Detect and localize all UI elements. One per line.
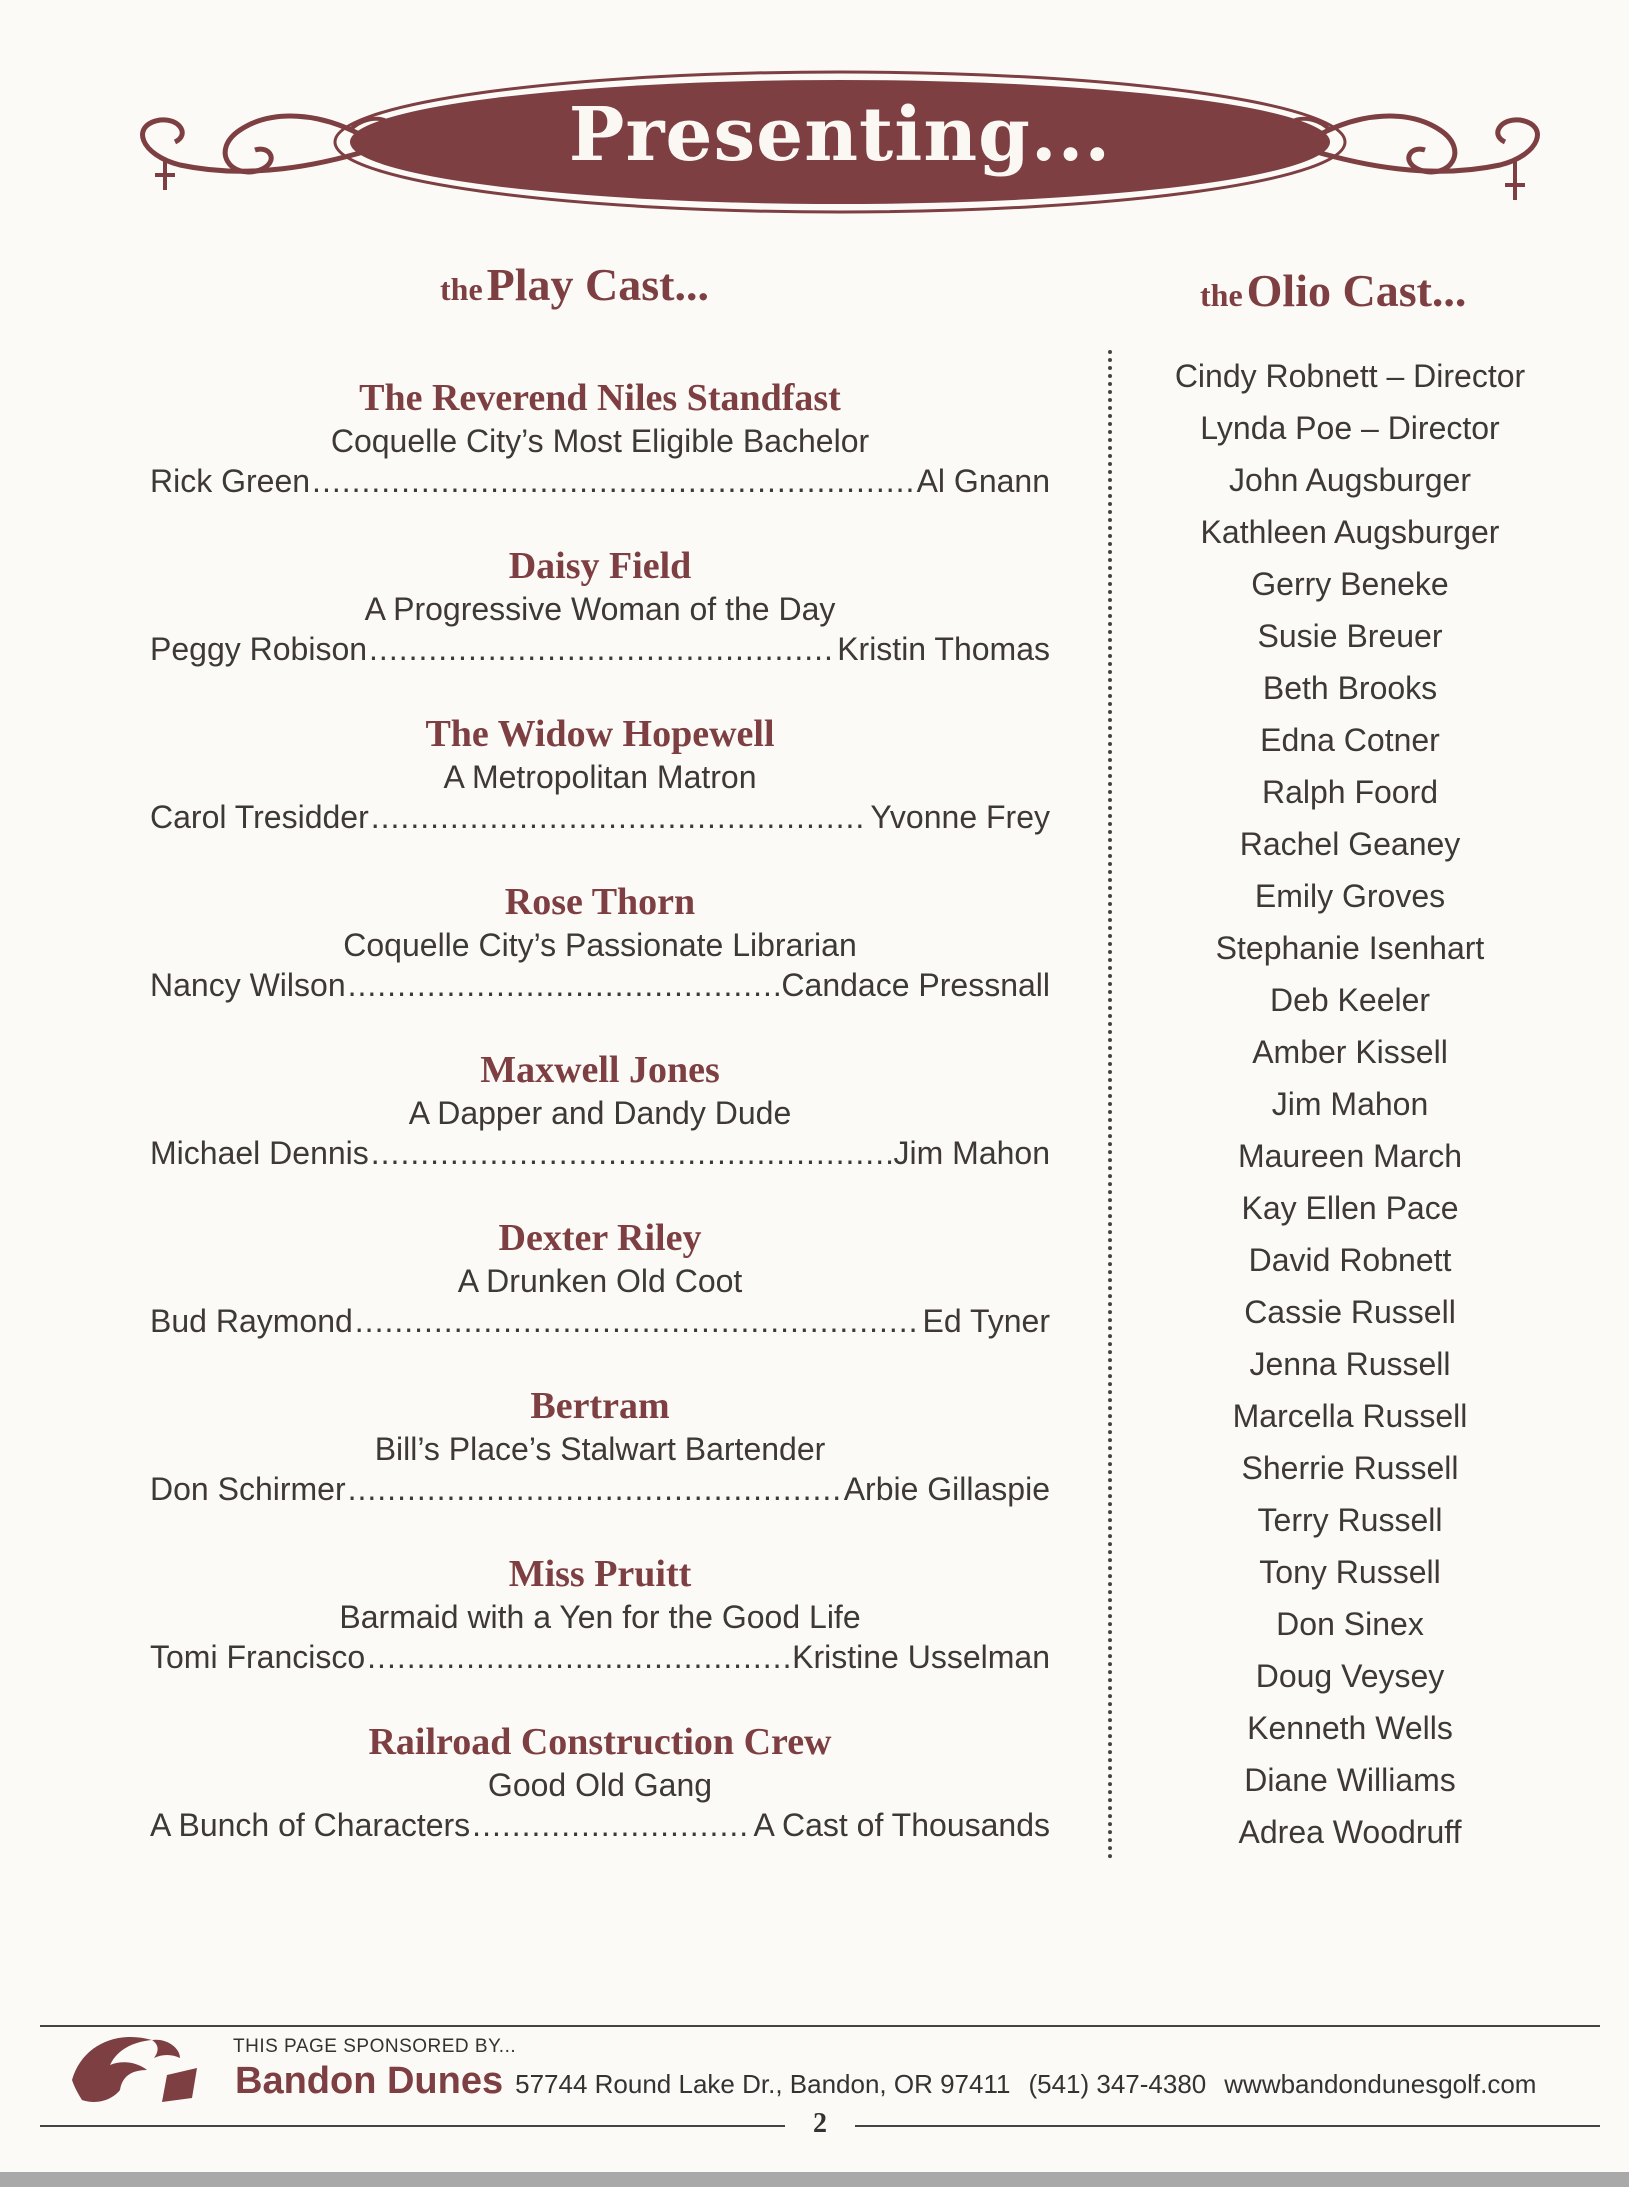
- role-entry: [140, 711, 1060, 879]
- role-credit-line: [140, 1469, 1060, 1509]
- role-entry: [140, 543, 1060, 711]
- sponsored-label: THIS PAGE SPONSORED BY...: [233, 2036, 517, 2057]
- performer-name: Kristin Thomas: [837, 631, 1050, 667]
- role-entry: [140, 375, 1060, 543]
- leader-dots: [367, 1637, 790, 1677]
- leader-dots: [312, 461, 915, 501]
- leader-dots: [348, 1469, 842, 1509]
- role-credit-line: [140, 461, 1060, 501]
- role-credit-line: [140, 965, 1060, 1005]
- role-entry: [140, 1551, 1060, 1719]
- role-description: Coquelle City’s Most Eligible Bachelor: [330, 423, 870, 459]
- role-name: The Reverend Niles Standfast: [359, 377, 841, 419]
- role-description: Bill’s Place’s Stalwart Bartender: [374, 1431, 826, 1467]
- leader-dots: [369, 629, 835, 669]
- olio-member: David Robnett: [1248, 1242, 1452, 1278]
- olio-member: Edna Cotner: [1260, 722, 1440, 758]
- play-cast-heading-small: the: [440, 271, 483, 307]
- role-description: A Metropolitan Matron: [443, 759, 757, 795]
- play-cast-heading-big: Play Cast...: [486, 259, 709, 310]
- character-actor: Bud Raymond: [150, 1303, 353, 1339]
- performer-name: A Cast of Thousands: [753, 1807, 1050, 1843]
- role-credit-line: [140, 1637, 1060, 1677]
- play-cast-list: [140, 375, 1060, 1887]
- performer-name: Jim Mahon: [893, 1135, 1050, 1171]
- sponsor-line: [235, 2060, 1536, 2103]
- role-credit-line: [140, 1133, 1060, 1173]
- olio-member: Terry Russell: [1257, 1502, 1443, 1538]
- role-name: Bertram: [530, 1385, 670, 1427]
- role-entry: [140, 879, 1060, 1047]
- olio-member: Doug Veysey: [1255, 1658, 1445, 1694]
- role-entry: [140, 1215, 1060, 1383]
- leader-dots: [348, 965, 780, 1005]
- role-name: Rose Thorn: [504, 881, 696, 923]
- performer-name: Candace Pressnall: [781, 967, 1050, 1003]
- play-cast-heading: [440, 258, 740, 311]
- role-description: A Drunken Old Coot: [457, 1263, 743, 1299]
- olio-member: Jenna Russell: [1249, 1346, 1451, 1382]
- olio-member: Beth Brooks: [1262, 670, 1438, 706]
- leader-dots: [371, 1133, 892, 1173]
- olio-member: Gerry Beneke: [1251, 566, 1449, 602]
- eagle-logo-icon: [62, 2020, 212, 2115]
- leader-dots: [371, 797, 869, 837]
- role-credit-line: [140, 797, 1060, 837]
- olio-cast-list: [1140, 350, 1560, 1858]
- role-name: Railroad Construction Crew: [368, 1721, 832, 1763]
- olio-cast-heading: [1200, 264, 1530, 317]
- character-actor: Don Schirmer: [150, 1471, 346, 1507]
- olio-member: Emily Groves: [1254, 878, 1446, 914]
- role-description: Good Old Gang: [487, 1767, 713, 1803]
- role-description: A Dapper and Dandy Dude: [408, 1095, 792, 1131]
- column-divider: [1108, 350, 1112, 1860]
- character-actor: Michael Dennis: [150, 1135, 369, 1171]
- character-actor: Peggy Robison: [150, 631, 368, 667]
- olio-member: Deb Keeler: [1269, 982, 1431, 1018]
- olio-member: Sherrie Russell: [1241, 1450, 1459, 1486]
- olio-cast-heading-small: the: [1200, 277, 1243, 313]
- sponsor-name: Bandon Dunes: [235, 2060, 504, 2102]
- role-entry: [140, 1719, 1060, 1887]
- page-number: 2: [813, 2108, 827, 2139]
- olio-member: Ralph Foord: [1261, 774, 1439, 810]
- presenting-banner: [120, 70, 1560, 220]
- olio-member: Susie Breuer: [1257, 618, 1443, 654]
- leader-dots: [355, 1301, 921, 1341]
- character-actor: Tomi Francisco: [150, 1639, 366, 1675]
- role-name: The Widow Hopewell: [425, 713, 775, 755]
- olio-member: Kathleen Augsburger: [1200, 514, 1500, 550]
- footer-bottom-rule-right: [855, 2125, 1600, 2127]
- role-description: Coquelle City’s Passionate Librarian: [343, 927, 857, 963]
- performer-name: Yvonne Frey: [870, 799, 1050, 835]
- sponsor-phone: (541) 347-4380: [1028, 2069, 1207, 2099]
- olio-member: Kenneth Wells: [1247, 1710, 1453, 1746]
- olio-member: Rachel Geaney: [1239, 826, 1461, 862]
- performer-name: Kristine Usselman: [792, 1639, 1050, 1675]
- sponsor-address: 57744 Round Lake Dr., Bandon, OR 97411: [515, 2069, 1011, 2099]
- sponsor-website: wwwbandondunesgolf.com: [1224, 2069, 1537, 2099]
- olio-member: Marcella Russell: [1232, 1398, 1468, 1434]
- olio-member: Maureen March: [1237, 1138, 1463, 1174]
- olio-member: Diane Williams: [1244, 1762, 1456, 1798]
- role-name: Daisy Field: [508, 545, 692, 587]
- olio-member: Kay Ellen Pace: [1241, 1190, 1459, 1226]
- olio-member: Cassie Russell: [1244, 1294, 1456, 1330]
- banner-title: Presenting...: [568, 92, 1112, 178]
- olio-member: Jim Mahon: [1271, 1086, 1429, 1122]
- character-actor: Nancy Wilson: [150, 967, 346, 1003]
- olio-member: Lynda Poe – Director: [1200, 410, 1500, 446]
- role-entry: [140, 1047, 1060, 1215]
- role-description: A Progressive Woman of the Day: [364, 591, 836, 627]
- role-credit-line: [140, 1805, 1060, 1845]
- role-entry: [140, 1383, 1060, 1551]
- olio-member: John Augsburger: [1229, 462, 1471, 498]
- performer-name: Al Gnann: [916, 463, 1050, 499]
- role-credit-line: [140, 1301, 1060, 1341]
- role-name: Dexter Riley: [498, 1217, 702, 1259]
- footer-top-rule: [40, 2025, 1600, 2027]
- performer-name: Arbie Gillaspie: [843, 1471, 1050, 1507]
- role-description: Barmaid with a Yen for the Good Life: [339, 1599, 861, 1635]
- performer-name: Ed Tyner: [922, 1303, 1050, 1339]
- olio-member: Amber Kissell: [1252, 1034, 1448, 1070]
- olio-member: Cindy Robnett – Director: [1174, 358, 1526, 394]
- olio-member: Stephanie Isenhart: [1215, 930, 1485, 966]
- character-actor: Carol Tresidder: [150, 799, 369, 835]
- olio-member: Don Sinex: [1276, 1606, 1424, 1642]
- olio-member: Adrea Woodruff: [1238, 1814, 1462, 1850]
- footer-bottom-rule-left: [40, 2125, 785, 2127]
- character-actor: Rick Green: [150, 463, 311, 499]
- olio-cast-heading-big: Olio Cast...: [1246, 265, 1467, 316]
- character-actor: A Bunch of Characters: [150, 1807, 471, 1843]
- leader-dots: [472, 1805, 751, 1845]
- scan-edge-band: [0, 2172, 1629, 2187]
- role-name: Maxwell Jones: [480, 1049, 720, 1091]
- olio-member: Tony Russell: [1259, 1554, 1441, 1590]
- role-credit-line: [140, 629, 1060, 669]
- role-name: Miss Pruitt: [508, 1553, 692, 1595]
